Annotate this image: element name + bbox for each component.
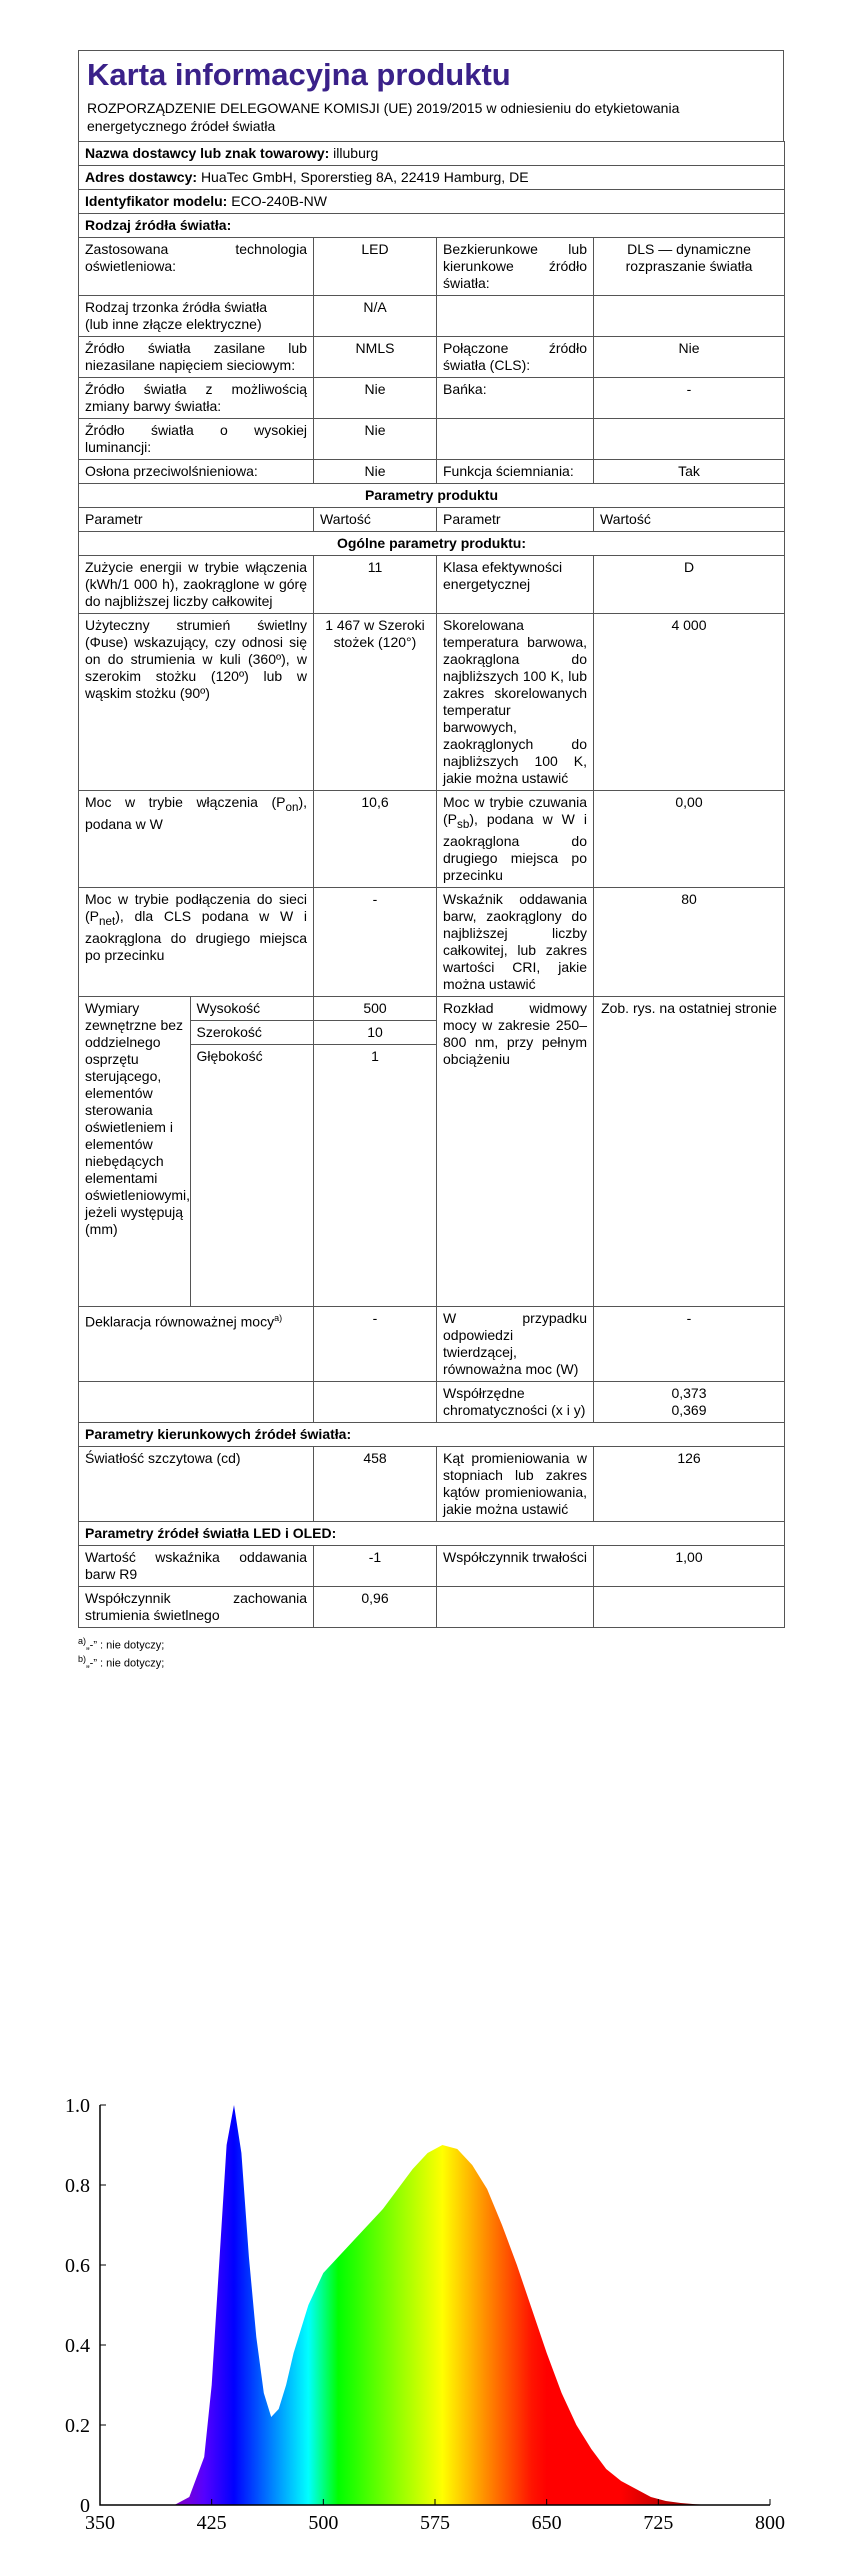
maintenance-value: 0,96 xyxy=(314,1586,437,1627)
glare-label: Osłona przeciwolśnieniowa: xyxy=(79,460,314,484)
page-title: Karta informacyjna produktu xyxy=(87,57,511,92)
cap-value: N/A xyxy=(314,296,437,337)
col-param-2: Parametr xyxy=(437,508,594,532)
cap-row xyxy=(79,296,785,337)
cri-label: Wskaźnik oddawania barw, zaokrąglony do najbliższej liczby całkowitej, lub zakres wartości CRI, jakie można ustawić xyxy=(437,887,594,996)
column-header-row xyxy=(79,508,785,532)
high-luminance-label: Źródło światła o wysokiej luminancji: xyxy=(79,419,314,460)
mains-row xyxy=(79,337,785,378)
address-label: Adres dostawcy: xyxy=(85,169,198,185)
equivalent-power-row xyxy=(79,1306,785,1381)
energy-label: Zużycie energii w trybie włączenia (kWh/1 000 h), zaokrąglone w górę do najbliższej liczby całkowitej xyxy=(79,556,314,614)
psb-label-b: ), podana w W i zaokrąglona do drugiego miejsca po przecinku xyxy=(443,811,587,883)
directional-value: DLS — dynamiczne rozpraszanie światła xyxy=(594,238,785,296)
spd-label: Rozkład widmowy mocy w zakresie 250–800 nm, przy pełnym obciążeniu xyxy=(437,996,594,1306)
y-tick-label: 1.0 xyxy=(65,2095,90,2117)
energy-value: 11 xyxy=(314,556,437,614)
beam-label: Kąt promieniowania w stopniach lub zakres kątów promieniowania, jakie można ustawić xyxy=(437,1446,594,1521)
high-luminance-row xyxy=(79,419,785,460)
params-header-row xyxy=(79,484,785,508)
r9-row xyxy=(79,1545,785,1586)
technology-label: Zastosowana technologia oświetleniowa: xyxy=(79,238,314,296)
regulation-text: ROZPORZĄDZENIE DELEGOWANE KOMISJI (UE) 2019/2015 w odniesieniu do etykietowania energetycznego źródeł światła xyxy=(87,100,680,134)
cri-value: 80 xyxy=(594,887,785,996)
spectrum-area xyxy=(174,2105,710,2505)
psb-label xyxy=(437,791,594,888)
address-value: HuaTec GmbH, Sporerstieg 8A, 22419 Hamburg, DE xyxy=(200,169,529,185)
pnet-label-b: ), dla CLS podana w W i zaokrąglona do drugiego miejsca po przecinku xyxy=(85,907,307,963)
product-information-sheet xyxy=(78,50,784,1671)
depth-value: 1 xyxy=(371,1047,379,1064)
chromaticity-value xyxy=(594,1381,785,1422)
directional-header: Parametry kierunkowych źródeł światła: xyxy=(79,1422,785,1446)
chromaticity-y: 0,369 xyxy=(671,1401,707,1418)
footnote-a-text: „-” : nie dotyczy; xyxy=(86,1639,165,1652)
maintenance-label: Współczynnik zachowania strumienia świetlnego xyxy=(79,1586,314,1627)
bulb-label: Bańka: xyxy=(437,378,594,419)
dimensions-row xyxy=(79,996,785,1306)
empty-cell xyxy=(594,296,785,337)
pnet-label-a: Moc w trybie podłączenia do sieci (P xyxy=(85,890,307,924)
model-row xyxy=(79,190,785,214)
glare-value: Nie xyxy=(314,460,437,484)
class-label: Klasa efektywności energetycznej xyxy=(437,556,594,614)
x-tick-label: 650 xyxy=(531,2512,562,2534)
spd-value: Zob. rys. na ostatniej stronie xyxy=(594,996,785,1306)
dimensions-cell xyxy=(79,996,314,1306)
footnotes xyxy=(78,1634,784,1671)
light-source-type-heading: Rodzaj źródła światła: xyxy=(79,214,785,238)
pon-value: 10,6 xyxy=(314,791,437,888)
tunable-value: Nie xyxy=(314,378,437,419)
maintenance-row xyxy=(79,1586,785,1627)
dimming-value: Tak xyxy=(594,460,785,484)
width-label: Szerokość xyxy=(190,1020,313,1044)
y-tick-label: 0.2 xyxy=(65,2415,90,2437)
beam-value: 126 xyxy=(594,1446,785,1521)
r9-value: -1 xyxy=(314,1545,437,1586)
footnote-b xyxy=(78,1652,784,1671)
tunable-label: Źródło światła z możliwością zmiany barwy światła: xyxy=(79,378,314,419)
psb-value: 0,00 xyxy=(594,791,785,888)
peak-value: 458 xyxy=(314,1446,437,1521)
survival-label: Współczynnik trwałości xyxy=(437,1545,594,1586)
cap-label-line1: Rodzaj trzonka źródła światła xyxy=(85,299,268,315)
x-tick-label: 500 xyxy=(308,2512,339,2534)
pon-sub: on xyxy=(285,800,299,814)
empty-cell xyxy=(79,1381,314,1422)
empty-cell xyxy=(437,296,594,337)
empty-cell xyxy=(437,419,594,460)
col-value-2: Wartość xyxy=(594,508,785,532)
survival-value: 1,00 xyxy=(594,1545,785,1586)
empty-cell xyxy=(594,419,785,460)
equivalent-sup: a) xyxy=(274,1312,283,1323)
mains-label: Źródło światła zasilane lub niezasilane napięciem sieciowym: xyxy=(79,337,314,378)
psb-label-a: Moc w trybie czuwania (P xyxy=(443,794,587,827)
psb-sub: sb xyxy=(457,817,470,831)
dimming-label: Funkcja ściemniania: xyxy=(437,460,594,484)
col-value-1: Wartość xyxy=(314,508,437,532)
pon-label-a: Moc w trybie włączenia (P xyxy=(85,794,286,810)
directional-label: Bezkierunkowe lub kierunkowe źródło światła: xyxy=(437,238,594,296)
header-box xyxy=(78,50,784,141)
equivalent-w-label: W przypadku odpowiedzi twierdzącej, równoważna moc (W) xyxy=(437,1306,594,1381)
general-header-row xyxy=(79,532,785,556)
r9-label: Wartość wskaźnika oddawania barw R9 xyxy=(79,1545,314,1586)
dimensions-subtable xyxy=(79,997,313,1306)
depth-label: Głębokość xyxy=(196,1047,263,1064)
pon-label xyxy=(79,791,314,888)
footnote-a-mark: a) xyxy=(78,1635,87,1646)
cct-value: 4 000 xyxy=(594,614,785,791)
empty-cell xyxy=(314,1381,437,1422)
product-table xyxy=(78,141,785,1628)
height-value: 500 xyxy=(314,997,436,1021)
y-tick-label: 0 xyxy=(80,2495,90,2517)
supplier-row xyxy=(79,142,785,166)
equivalent-w-value: - xyxy=(594,1306,785,1381)
spectral-distribution-chart xyxy=(40,2095,800,2535)
pon-row xyxy=(79,791,785,888)
flux-label: Użyteczny strumień świetlny (Φuse) wskazujący, czy odnosi się on do strumienia w kuli (360º), w szerokim stożku (120º) lub w wąskim stożku (90º) xyxy=(79,614,314,791)
x-tick-label: 350 xyxy=(85,2512,115,2534)
model-label: Identyfikator modelu: xyxy=(85,193,228,209)
empty-cell xyxy=(594,1586,785,1627)
supplier-value: illuburg xyxy=(333,145,379,161)
flux-row xyxy=(79,614,785,791)
params-header: Parametry produktu xyxy=(79,484,785,508)
chromaticity-x: 0,373 xyxy=(671,1384,707,1401)
led-header: Parametry źródeł światła LED i OLED: xyxy=(79,1521,785,1545)
pnet-sub: net xyxy=(99,914,116,928)
width-value: 10 xyxy=(314,1021,436,1045)
model-value: ECO-240B-NW xyxy=(231,193,327,209)
equivalent-value: - xyxy=(314,1306,437,1381)
height-label: Wysokość xyxy=(190,997,313,1021)
bulb-value: - xyxy=(594,378,785,419)
pnet-label xyxy=(79,887,314,996)
y-tick-label: 0.4 xyxy=(65,2335,90,2357)
footnote-a xyxy=(78,1634,784,1653)
y-tick-label: 0.6 xyxy=(65,2255,90,2277)
chromaticity-row xyxy=(79,1381,785,1422)
glare-row xyxy=(79,460,785,484)
equivalent-label-text: Deklaracja równoważnej mocy xyxy=(85,1313,275,1330)
energy-row xyxy=(79,556,785,614)
directional-header-row xyxy=(79,1422,785,1446)
tunable-row xyxy=(79,378,785,419)
cap-label xyxy=(79,296,314,337)
x-tick-label: 725 xyxy=(643,2512,674,2534)
class-value: D xyxy=(594,556,785,614)
dimensions-label: Wymiary zewnętrzne bez oddzielnego osprzętu sterującego, elementów sterowania oświetleniem i elementów niebędących elementami oświetleniowymi, jeżeli występują (mm) xyxy=(79,997,190,1306)
plot-area xyxy=(65,2095,785,2534)
chromaticity-label: Współrzędne chromatyczności (x i y) xyxy=(437,1381,594,1422)
mains-value: NMLS xyxy=(314,337,437,378)
footnote-b-text: „-” : nie dotyczy; xyxy=(86,1658,165,1671)
led-header-row xyxy=(79,1521,785,1545)
cct-label: Skorelowana temperatura barwowa, zaokrąglona do najbliższych 100 K, lub zakres skorelowanych temperatur barwowych, zaokrąglonych do najbliższych 100 K, jakie można ustawić xyxy=(437,614,594,791)
pon-label-b: ), podana w W xyxy=(85,794,307,832)
technology-row xyxy=(79,238,785,296)
dimensions-values-cell xyxy=(314,996,437,1306)
peak-label: Światłość szczytowa (cd) xyxy=(79,1446,314,1521)
general-header: Ogólne parametry produktu: xyxy=(79,532,785,556)
equivalent-label xyxy=(79,1306,314,1381)
col-param-1: Parametr xyxy=(79,508,314,532)
y-tick-label: 0.8 xyxy=(65,2175,90,2197)
address-row xyxy=(79,166,785,190)
supplier-label: Nazwa dostawcy lub znak towarowy: xyxy=(85,145,330,161)
cls-label: Połączone źródło światła (CLS): xyxy=(437,337,594,378)
footnote-b-mark: b) xyxy=(78,1654,87,1665)
flux-value: 1 467 w Szeroki stożek (120°) xyxy=(314,614,437,791)
light-source-type-row xyxy=(79,214,785,238)
pnet-row xyxy=(79,887,785,996)
x-tick-label: 575 xyxy=(420,2512,450,2534)
empty-cell xyxy=(437,1586,594,1627)
high-luminance-value: Nie xyxy=(314,419,437,460)
cls-value: Nie xyxy=(594,337,785,378)
cap-label-line2: (lub inne złącze elektryczne) xyxy=(85,316,262,332)
x-tick-label: 800 xyxy=(755,2512,785,2534)
technology-value: LED xyxy=(314,238,437,296)
peak-intensity-row xyxy=(79,1446,785,1521)
pnet-value: - xyxy=(314,887,437,996)
x-tick-label: 425 xyxy=(196,2512,227,2534)
